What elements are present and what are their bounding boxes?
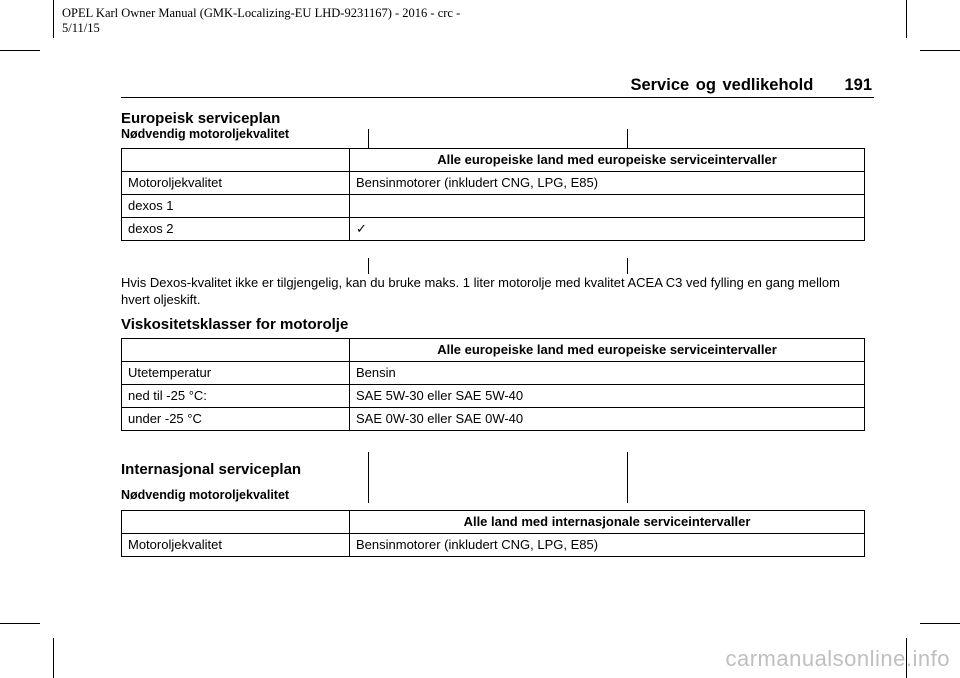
table-header-cell: Alle europeiske land med europeiske serviceintervaller: [350, 149, 865, 172]
table-cell: dexos 1: [122, 195, 350, 218]
crop-mark: [920, 50, 960, 51]
international-heading: Internasjonal serviceplan: [121, 461, 302, 478]
crop-mark: [0, 623, 40, 624]
table-row: [122, 385, 865, 408]
european-oil-quality-table: [121, 148, 865, 241]
table-cell: [350, 195, 865, 218]
crop-mark: [0, 50, 40, 51]
watermark: carmanualsonline.info: [725, 646, 950, 671]
table-cell: Bensinmotorer (inkludert CNG, LPG, E85): [350, 534, 865, 557]
change-bar: [368, 452, 369, 503]
change-bar: [368, 129, 369, 148]
table-cell: [122, 339, 350, 362]
crop-mark: [53, 638, 54, 678]
table-cell: Utetemperatur: [122, 362, 350, 385]
table-header-cell: Alle europeiske land med europeiske serviceintervaller: [350, 339, 865, 362]
viscosity-heading: Viskositetsklasser for motorolje: [121, 316, 349, 333]
table-row: [122, 218, 865, 241]
table-cell: SAE 5W-30 eller SAE 5W-40: [350, 385, 865, 408]
table-row: [122, 534, 865, 557]
table-row: [122, 195, 865, 218]
table-row: [122, 172, 865, 195]
european-heading: Europeisk serviceplan: [121, 110, 281, 127]
viscosity-table: [121, 338, 865, 431]
print-identifier: OPEL Karl Owner Manual (GMK-Localizing-EU LHD-9231167) - 2016 - crc - 5/11/15: [62, 6, 461, 35]
change-bar: [627, 452, 628, 503]
change-bar: [368, 258, 369, 274]
table-header-row: [122, 149, 865, 172]
section-title: Service og vedlikehold: [630, 76, 814, 94]
international-oil-quality-table: [121, 510, 865, 557]
table-cell: SAE 0W-30 eller SAE 0W-40: [350, 408, 865, 431]
table-cell: Bensinmotorer (inkludert CNG, LPG, E85): [350, 172, 865, 195]
crop-mark: [906, 0, 907, 38]
change-bar: [627, 129, 628, 148]
table-cell: under -25 °C: [122, 408, 350, 431]
table-cell: [122, 511, 350, 534]
page-header: [630, 75, 872, 95]
checkmark-icon: ✓: [350, 218, 865, 241]
table-cell: Motoroljekvalitet: [122, 172, 350, 195]
table-cell: dexos 2: [122, 218, 350, 241]
table-row: [122, 362, 865, 385]
table-cell: Bensin: [350, 362, 865, 385]
dexos-note: Hvis Dexos-kvalitet ikke er tilgjengelig, kan du bruke maks. 1 liter motorolje med kvalitet ACEA C3 ved fylling en gang mellom hvert oljeskift.: [121, 275, 840, 307]
table-cell: ned til -25 °C:: [122, 385, 350, 408]
header-rule: [121, 97, 874, 98]
page-number: 191: [844, 76, 872, 94]
table-header-row: [122, 511, 865, 534]
table-header-row: [122, 339, 865, 362]
european-oil-quality-label: Nødvendig motoroljekvalitet: [121, 127, 290, 141]
crop-mark: [53, 0, 54, 38]
change-bar: [627, 258, 628, 274]
table-cell: [122, 149, 350, 172]
table-header-cell: Alle land med internasjonale serviceintervaller: [350, 511, 865, 534]
crop-mark: [920, 623, 960, 624]
table-row: [122, 408, 865, 431]
table-cell: Motoroljekvalitet: [122, 534, 350, 557]
international-oil-quality-label: Nødvendig motoroljekvalitet: [121, 488, 290, 502]
